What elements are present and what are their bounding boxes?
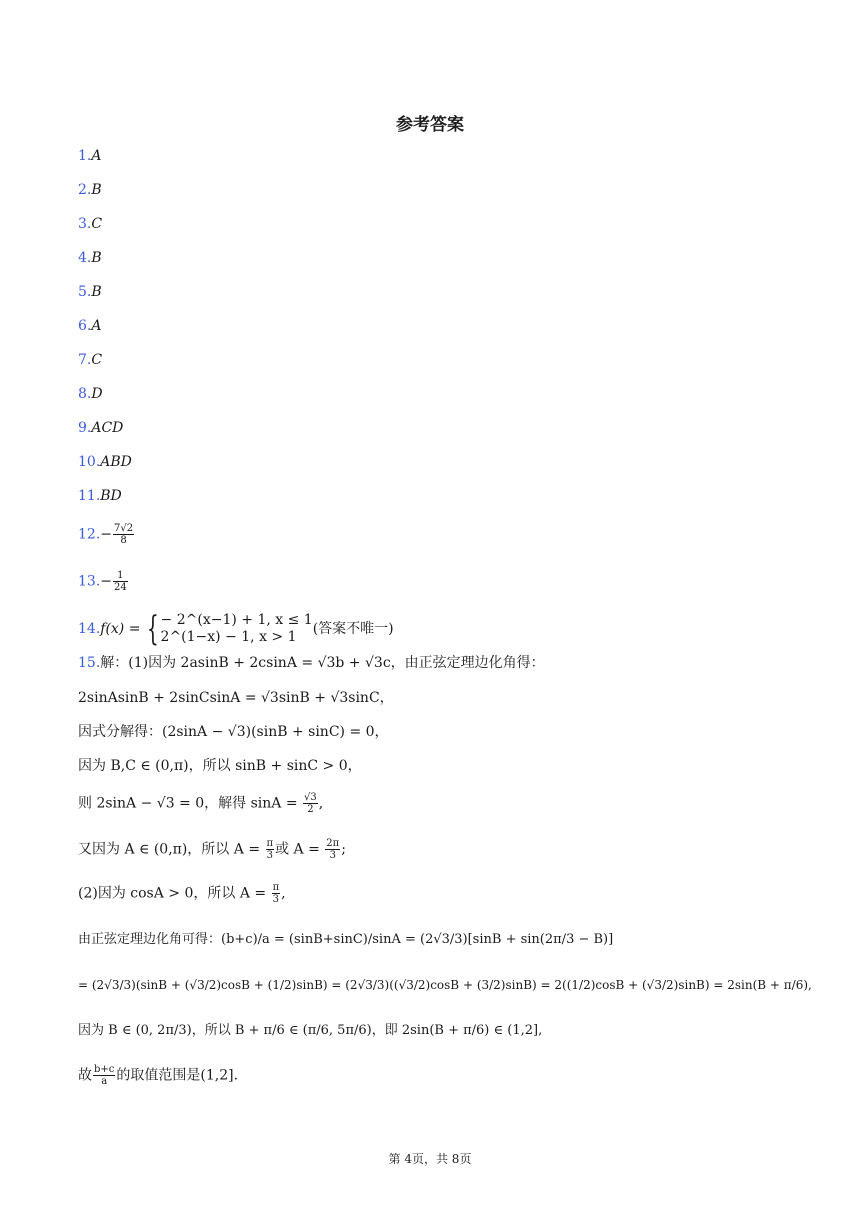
answer-number: 8.: [78, 386, 92, 402]
case-2: 2^(1−x) − 1, x > 1: [160, 629, 297, 645]
answer-item: [78, 350, 102, 370]
answer-15-line-3: 因式分解得：(2sinA − √3)(sinB + sinC) = 0，: [78, 724, 389, 740]
numerator: 2π: [326, 838, 340, 849]
punctuation: ,: [318, 795, 324, 812]
solution-text: 故: [78, 1067, 92, 1084]
solution-text: (2)因为 cosA > 0，所以 A =: [78, 885, 271, 902]
denominator: 8: [120, 535, 127, 546]
answer-number: 2.: [78, 182, 92, 198]
answer-item: [78, 486, 122, 506]
answer-15-line-2: 2sinAsinB + 2sinCsinA = √3sinB + √3sinC，: [78, 690, 394, 706]
numerator: √3: [304, 792, 317, 803]
fraction: [266, 838, 275, 861]
answer-number: 5.: [78, 284, 92, 300]
answer-choice: BD: [100, 488, 122, 504]
answer-12: [78, 523, 135, 546]
answer-choice: B: [91, 182, 102, 198]
piecewise-cases: [161, 612, 313, 646]
answer-choice: D: [91, 386, 103, 402]
fraction: [303, 792, 318, 815]
numerator: π: [266, 838, 274, 849]
numerator: π: [272, 882, 280, 893]
answer-number: 10.: [78, 454, 101, 470]
denominator: 3: [272, 894, 280, 905]
answer-number: 1.: [78, 148, 92, 164]
answer-number: 6.: [78, 318, 92, 334]
answer-number: 13.: [78, 573, 101, 590]
answer-choice: ABD: [100, 454, 132, 470]
fraction: [272, 882, 281, 905]
answer-number: 4.: [78, 250, 92, 266]
solution-text: 的取值范围是(1,2].: [116, 1067, 239, 1084]
answer-item: [78, 248, 102, 268]
minus-sign: −: [100, 573, 112, 590]
answer-choice: B: [91, 250, 102, 266]
fraction: [93, 1064, 115, 1087]
answer-item: [78, 146, 101, 166]
answer-item: [78, 180, 102, 200]
answer-number: 15.: [78, 655, 101, 671]
answer-14: [78, 609, 394, 649]
answer-15-line-7: [78, 882, 286, 905]
answer-choice: C: [91, 216, 103, 232]
answer-choice: C: [91, 352, 103, 368]
answer-item: [78, 214, 102, 234]
answer-number: 9.: [78, 420, 92, 436]
answer-choice: A: [91, 318, 102, 334]
fraction: [113, 523, 134, 546]
page-footer: 第 4页，共 8页: [388, 1152, 472, 1166]
minus-sign: −: [100, 526, 112, 543]
denominator: 3: [329, 850, 336, 861]
answer-15-line-10: 因为 B ∈ (0, 2π/3)，所以 B + π/6 ∈ (π/6, 5π/6)，即 2sin(B + π/6) ∈ (1,2],: [78, 1023, 543, 1038]
punctuation: ,: [281, 885, 286, 902]
numerator: 7√2: [114, 523, 134, 534]
answer-15-line-4: 因为 B,C ∈ (0,π)，所以 sinB + sinC > 0，: [78, 758, 362, 774]
answer-number: 7.: [78, 352, 92, 368]
denominator: a: [101, 1076, 108, 1087]
denominator: 3: [266, 850, 273, 861]
solution-text: 解：(1)因为 2asinB + 2csinA = √3b + √3c，由正弦定理边化角得：: [100, 655, 545, 671]
case-1: − 2^(x−1) + 1, x ≤ 1: [160, 612, 313, 628]
answer-item: [78, 418, 123, 438]
numerator: 1: [113, 570, 128, 582]
answer-choice: A: [91, 148, 102, 164]
answer-number: 11.: [78, 488, 101, 504]
answer-item: [78, 316, 101, 336]
denominator: 24: [114, 582, 127, 593]
answer-item: [78, 282, 102, 302]
answer-choice: B: [91, 284, 102, 300]
note: (答案不唯一): [312, 621, 394, 637]
function-lhs: f(x) =: [100, 621, 145, 637]
answer-choice: ACD: [91, 420, 124, 436]
solution-text: 或 A =: [275, 841, 325, 858]
answer-number: 12.: [78, 526, 101, 543]
answer-item: [78, 384, 103, 404]
answer-number: 3.: [78, 216, 92, 232]
left-brace: {: [146, 609, 159, 649]
answer-15-line-6: [78, 838, 346, 861]
answer-number: 14.: [78, 621, 101, 637]
denominator: 2: [307, 804, 314, 815]
answer-13: [78, 570, 129, 593]
fraction: [325, 838, 340, 861]
answer-15-line-1: [78, 653, 545, 673]
solution-text: 则 2sinA − √3 = 0，解得 sinA =: [78, 795, 303, 812]
answer-15-line-9: = (2√3/3)(sinB + (√3/2)cosB + (1/2)sinB) = (2√3/3)((√3/2)cosB + (3/2)sinB) = 2((1/2)cosB + (√3/2)sinB) = 2sin(B + π/6),: [78, 978, 812, 992]
answer-15-line-8: 由正弦定理边化角可得：(b+c)/a = (sinB+sinC)/sinA = (2√3/3)[sinB + sin(2π/3 − B)]: [78, 932, 614, 947]
answer-item: [78, 452, 132, 472]
solution-text: 又因为 A ∈ (0,π)，所以 A =: [78, 841, 265, 858]
page-title: 参考答案: [396, 115, 464, 135]
answer-15-line-5: [78, 792, 323, 815]
numerator: b+c: [94, 1064, 115, 1075]
fraction: [113, 570, 128, 593]
answer-15-line-11: [78, 1064, 238, 1087]
punctuation: ;: [341, 841, 346, 858]
